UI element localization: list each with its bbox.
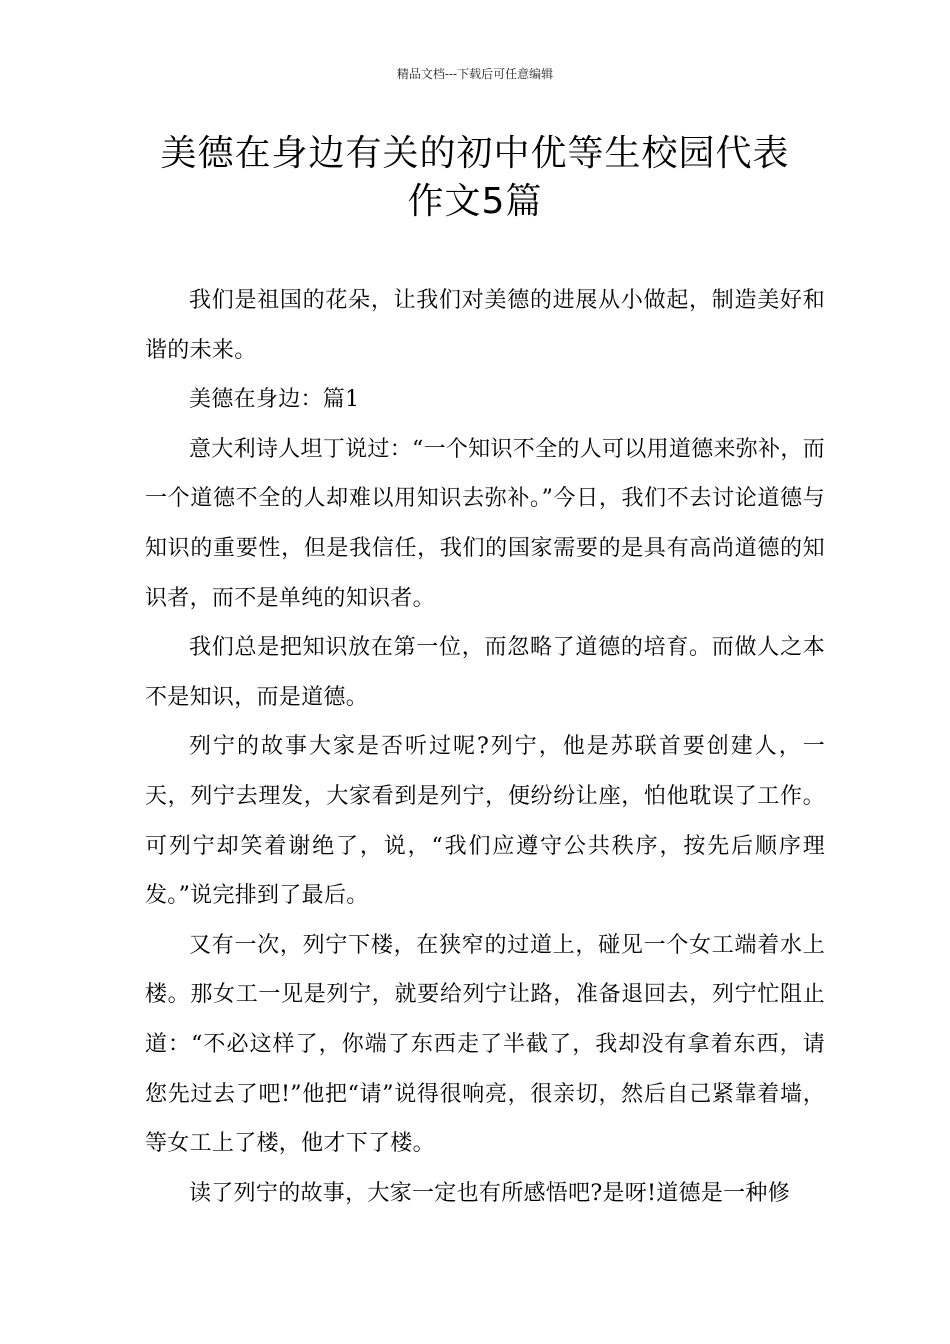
section-heading: 美德在身边：篇1 <box>189 387 360 413</box>
paragraph: 读了列宁的故事，大家一定也有所感悟吧?是呀!道德是一种修 <box>189 1180 791 1206</box>
paragraph: 意大利诗人坦丁说过：“一个知识不全的人可以用道德来弥补，而一个道德不全的人却难以用知识去弥补。”今日，我们不去讨论道德与知识的重要性，但是我信任，我们的国家需要的是具有高尚道德的知识者，而不是单纯的知识者。 <box>145 436 825 611</box>
title-line-2: 作文5篇 <box>407 181 543 222</box>
page-header: 精品文档---下载后可任意编辑 <box>396 67 554 81</box>
title-line-1: 美德在身边有关的初中优等生校园代表 <box>160 133 790 174</box>
document-body <box>145 276 825 1218</box>
document-title <box>95 130 855 226</box>
paragraph: 又有一次，列宁下楼，在狭窄的过道上，碰见一个女工端着水上楼。那女工一见是列宁，就要给列宁让路，准备退回去，列宁忙阻止道：“不必这样了，你端了东西走了半截了，我却没有拿着东西，请您先过去了吧!”他把“请”说得很响亮，很亲切，然后自己紧靠着墙，等女工上了楼，他才下了楼。 <box>145 932 825 1157</box>
paragraph: 列宁的故事大家是否听过呢?列宁，他是苏联首要创建人，一天，列宁去理发，大家看到是列宁，便纷纷让座，怕他耽误了工作。可列宁却笑着谢绝了，说，“我们应遵守公共秩序，按先后顺序理发。”说完排到了最后。 <box>145 734 825 909</box>
paragraph: 我们总是把知识放在第一位，而忽略了道德的培育。而做人之本不是知识，而是道德。 <box>145 635 825 710</box>
paragraph-intro: 我们是祖国的花朵，让我们对美德的进展从小做起，制造美好和谐的未来。 <box>145 288 825 363</box>
